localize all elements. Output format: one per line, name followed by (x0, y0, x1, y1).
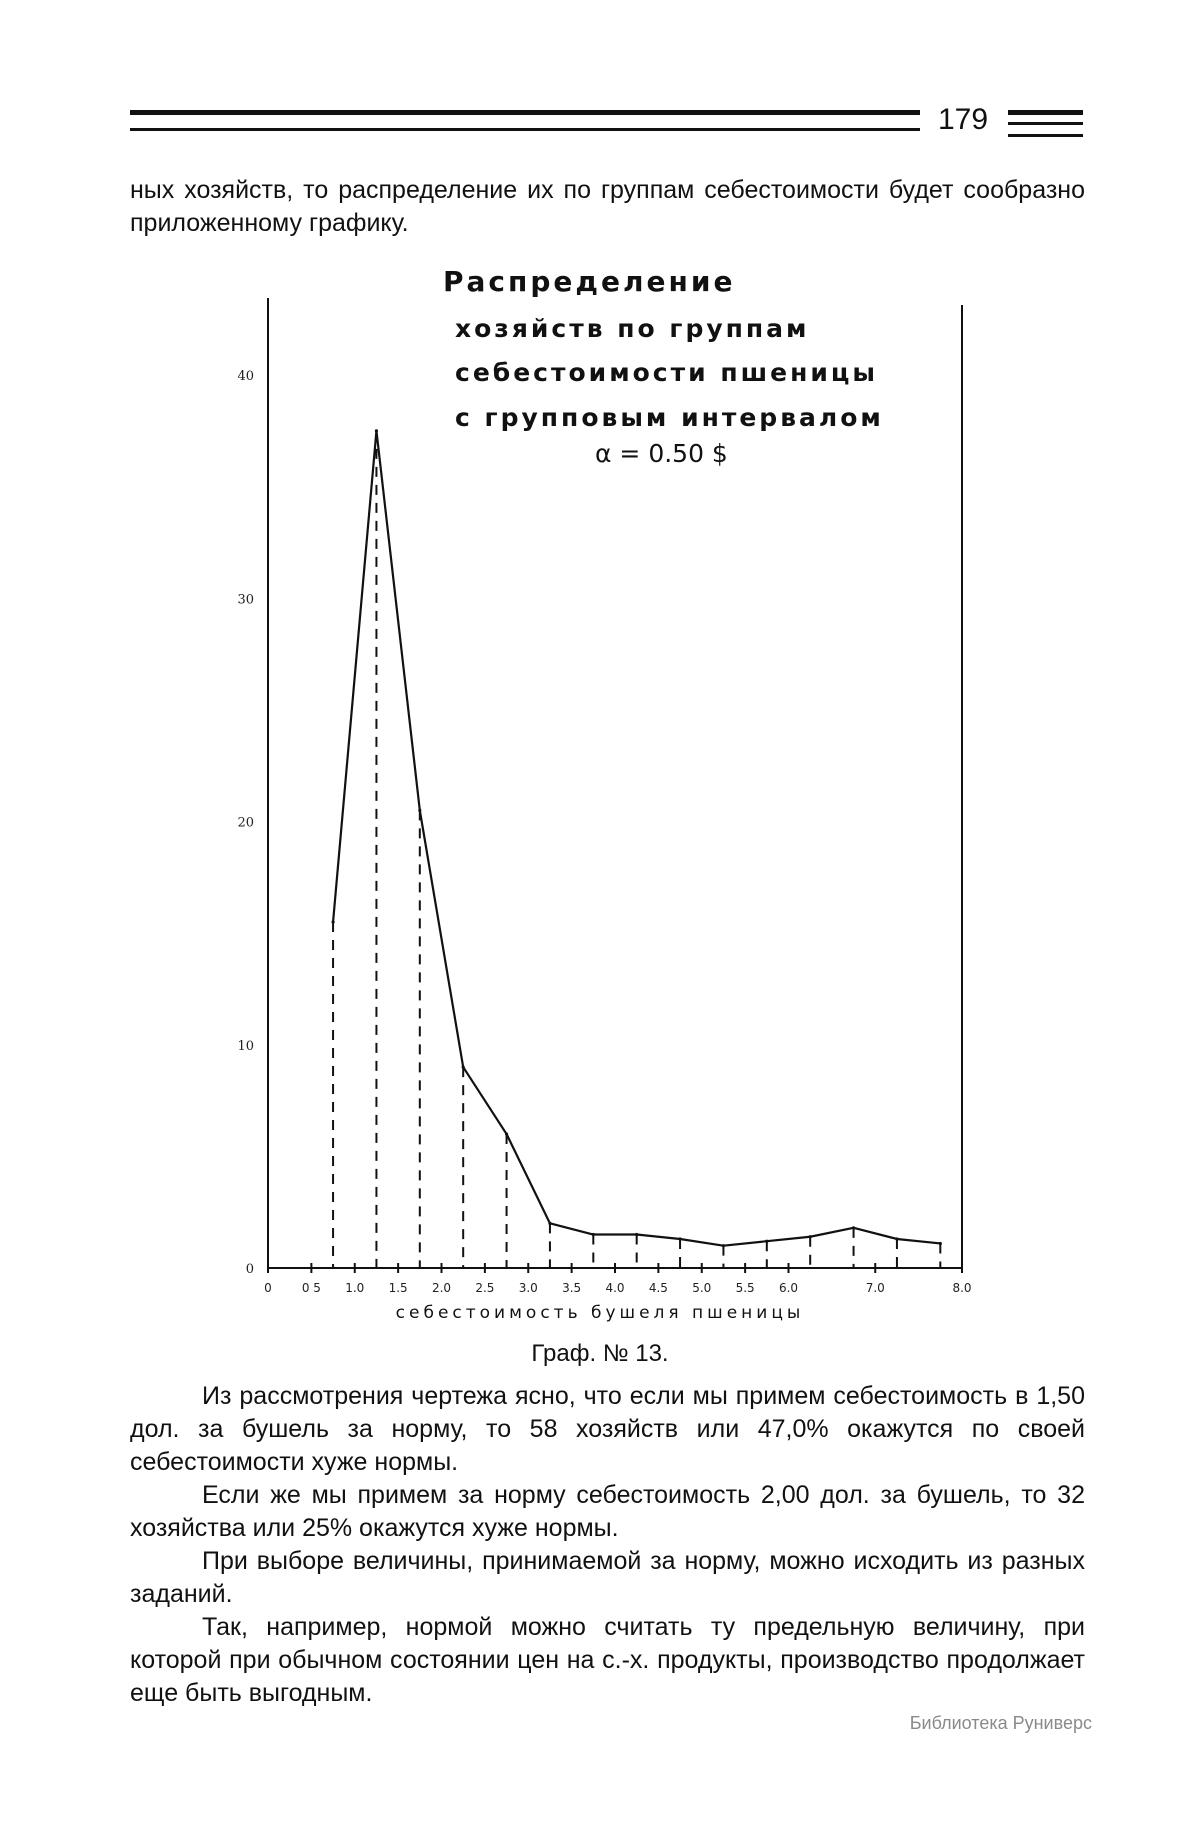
data-point (331, 920, 334, 923)
y-tick-label: 0 (245, 1262, 254, 1277)
x-tick-label: 6.0 (778, 1281, 799, 1295)
page-number: 179 (938, 103, 989, 136)
data-point (852, 1226, 855, 1229)
x-tick-label: 3.5 (562, 1281, 582, 1295)
chart-title-line: хозяйств по группам (455, 314, 810, 343)
data-point (895, 1237, 898, 1240)
interval-label: α = 0.50 $ (595, 439, 728, 468)
x-tick-label: 7.0 (865, 1281, 885, 1295)
data-point (722, 1244, 725, 1247)
x-tick-label: 0 (264, 1281, 272, 1295)
data-point (678, 1237, 681, 1240)
body-paragraph: При выборе величины, принимаемой за норму, можно исходить из разных заданий. (130, 1547, 1085, 1608)
x-tick-label: 1.0 (345, 1281, 365, 1295)
body-text (130, 1380, 1085, 1710)
y-tick-label: 30 (237, 592, 254, 608)
y-tick-label: 40 (237, 369, 254, 384)
x-tick-label: 2.0 (431, 1281, 452, 1295)
body-paragraph: Из рассмотрения чертежа ясно, что если мы примем себестоимость в 1,50 дол. за бушель за норму, то 58 хозяйств или 47,0% окажутся по своей себестоимости хуже нормы. (130, 1382, 1085, 1476)
watermark: Библиотека Руниверс (909, 1713, 1092, 1733)
x-tick-label: 3.0 (518, 1281, 538, 1295)
data-point (635, 1233, 638, 1236)
chart-title-line: с групповым интервалом (455, 403, 884, 432)
intro-paragraph: ных хозяйств, то распределение их по группам себестоимости будет сообразно приложенному графику. (130, 176, 1085, 237)
body-paragraph: Так, например, нормой можно считать ту предельную величину, при которой при обычном состоянии цен на с.-х. продукты, производство продолжает еще быть выгодным. (130, 1613, 1085, 1707)
x-tick-label: 4.0 (605, 1281, 625, 1295)
data-point (375, 429, 378, 432)
x-tick-label: 5.0 (692, 1281, 712, 1295)
x-tick-label: 8.0 (952, 1281, 972, 1295)
data-point (548, 1222, 551, 1225)
y-tick-label: 20 (237, 815, 254, 831)
series-line (333, 431, 940, 1246)
chart-title-line: себестоимости пшеницы (455, 358, 879, 387)
x-tick-label: 1.5 (388, 1281, 408, 1295)
chart-title-line: Распределение (443, 265, 736, 298)
data-point (809, 1235, 812, 1238)
data-point (592, 1233, 595, 1236)
x-tick-label: 4.5 (648, 1281, 668, 1295)
data-point (939, 1242, 942, 1245)
x-tick-label: 0 5 (301, 1281, 321, 1295)
data-point (462, 1065, 465, 1068)
y-tick-label: 10 (237, 1038, 254, 1054)
x-tick-label: 2.5 (475, 1281, 495, 1295)
data-point (418, 809, 421, 812)
x-tick-label: 5.5 (735, 1281, 755, 1295)
data-point (505, 1132, 508, 1135)
x-axis-label: себестоимость бушеля пшеницы (395, 1303, 805, 1323)
body-paragraph: Если же мы примем за норму себестоимость 2,00 дол. за бушель, то 32 хозяйства или 25% окажутся хуже нормы. (130, 1481, 1085, 1542)
figure-caption: Граф. № 13. (531, 1340, 669, 1367)
data-point (765, 1240, 768, 1243)
